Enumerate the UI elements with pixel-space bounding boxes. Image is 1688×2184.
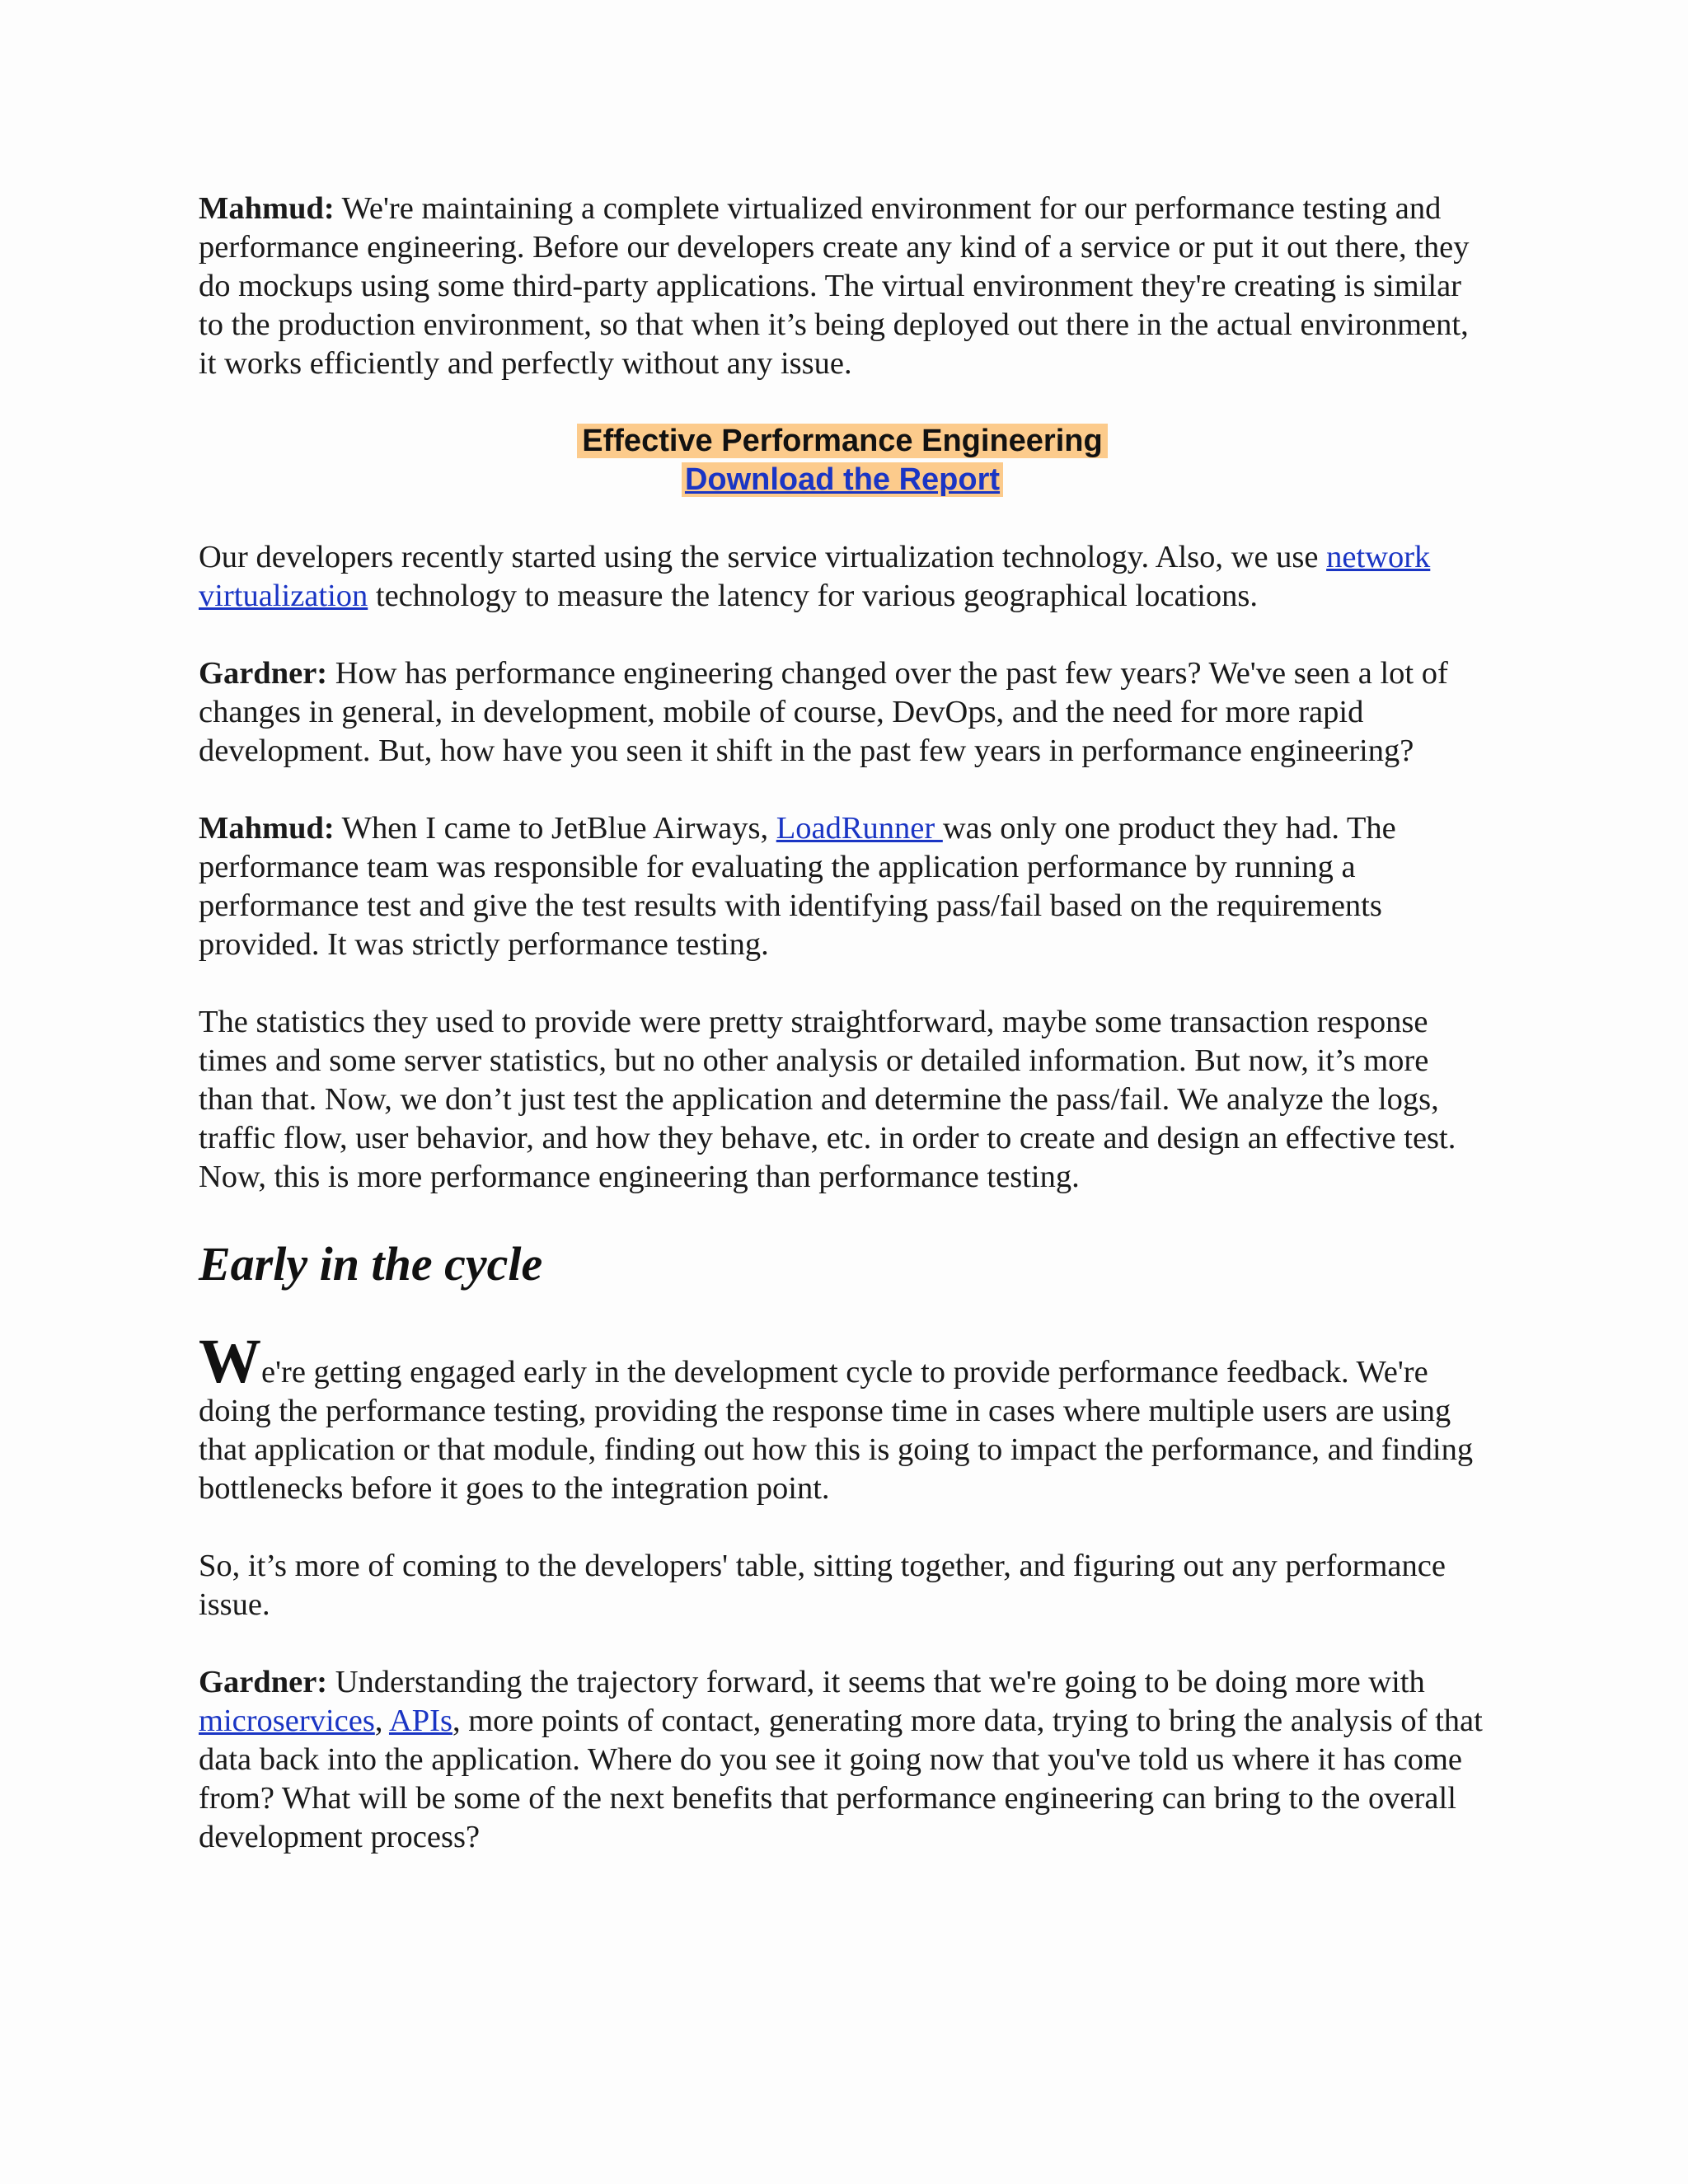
paragraph-gardner-2 (199, 1663, 1486, 1857)
paragraph-early-engagement (199, 1327, 1486, 1508)
paragraph-gardner-1 (199, 654, 1486, 771)
microservices-link[interactable]: microservices (199, 1704, 375, 1738)
apis-link[interactable]: APIs (388, 1704, 452, 1738)
paragraph-text: was only one product they had. The performance team was responsible for evaluating the application performance by running a performance test and give the test results with identifying pass/fail based on the requirements provided. It was strictly performance testing. (199, 811, 1396, 962)
speaker-label: Mahmud: (199, 811, 335, 846)
paragraph-virtualization (199, 538, 1486, 616)
paragraph-text: When I came to JetBlue Airways, (334, 811, 776, 846)
paragraph-statistics (199, 1003, 1486, 1197)
paragraph-mahmud-2 (199, 809, 1486, 964)
paragraph-text: The statistics they used to provide were pretty straightforward, maybe some transaction response times and some server statistics, but no other analysis or detailed information. But now, it’s more than that. Now, we don’t just test the application and determine the pass/fail. We analyze the logs, traffic flow, user behavior, and how they behave, etc. in order to create and design an effective test. Now, this is more performance engineering than performance testing. (199, 1005, 1456, 1194)
section-heading: Early in the cycle (199, 1237, 543, 1291)
paragraph-text: How has performance engineering changed over the past few years? We've seen a lot of changes in general, in development, mobile of course, DevOps, and the need for more rapid development. But, how have you seen it shift in the past few years in performance engineering? (199, 656, 1448, 768)
paragraph-text: So, it’s more of coming to the developers' table, sitting together, and figuring out any performance issue. (199, 1549, 1446, 1622)
download-report-link[interactable]: Download the Report (682, 462, 1003, 497)
paragraph-mahmud-1 (199, 190, 1486, 383)
report-callout (199, 422, 1486, 499)
paragraph-text: Our developers recently started using the service virtualization technology. Also, we use (199, 540, 1327, 574)
paragraph-text: Understanding the trajectory forward, it seems that we're going to be doing more with (327, 1665, 1425, 1699)
paragraph-text: technology to measure the latency for various geographical locations. (368, 579, 1259, 613)
speaker-label: Gardner: (199, 1665, 328, 1699)
loadrunner-link[interactable]: LoadRunner (776, 811, 943, 846)
drop-cap: W (199, 1327, 261, 1396)
article-body (199, 190, 1486, 1896)
paragraph-text: , more points of contact, generating more data, trying to bring the analysis of that data back into the application. Where do you see it going now that you've told us where it has come from? What will be some of the next benefits that performance engineering can bring to the overall development process? (199, 1704, 1483, 1854)
network-virtualization-link[interactable]: network virtualization (199, 540, 1431, 613)
link-separator: , (374, 1704, 389, 1738)
paragraph-text: We're maintaining a complete virtualized environment for our performance testing and performance engineering. Before our developers create any kind of a service or put it out there, they do mockups using some third-party applications. The virtual environment they're creating is similar to the production environment, so that when it’s being deployed out there in the actual environment, it works efficiently and perfectly without any issue. (199, 191, 1470, 381)
speaker-label: Gardner: (199, 656, 328, 691)
speaker-label: Mahmud: (199, 191, 335, 226)
paragraph-text: e're getting engaged early in the development cycle to provide performance feedback. We're doing the performance testing, providing the response time in cases where multiple users are using that application or that module, finding out how this is going to impact the performance, and finding bottlenecks before it goes to the integration point. (199, 1355, 1474, 1506)
callout-title: Effective Performance Engineering (577, 424, 1107, 458)
paragraph-developers-table (199, 1547, 1486, 1624)
